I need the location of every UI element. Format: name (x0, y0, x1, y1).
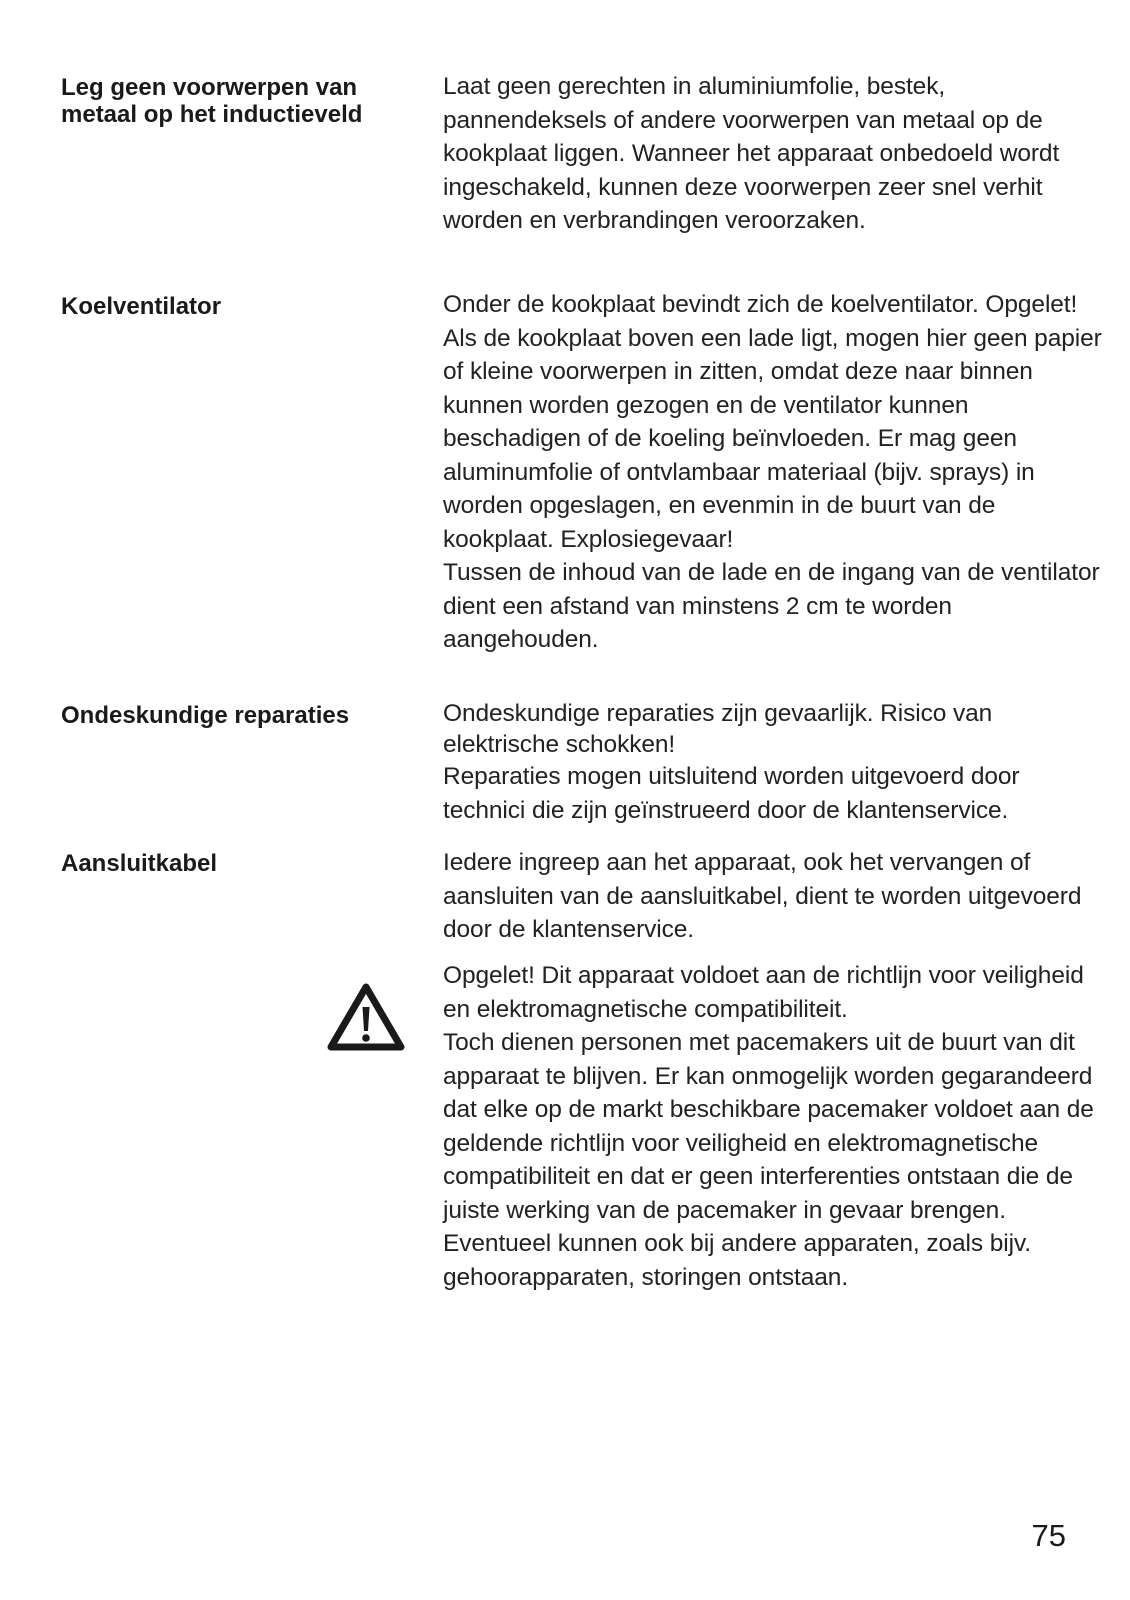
heading-cooling-fan: Koelventilator (61, 293, 222, 320)
heading-metal-objects: Leg geen voorwerpen van metaal op het inductieveld (61, 74, 363, 128)
paragraph: Iedere ingreep aan het apparaat, ook het vervangen of aansluiten van de aansluitkabel, dient te worden uitgevoerd door de klantenservice. (443, 849, 1082, 943)
heading-improper-repairs: Ondeskundige reparaties (61, 702, 350, 729)
warning-triangle-icon (327, 983, 405, 1051)
heading-connection-cable: Aansluitkabel (61, 850, 218, 877)
body-metal-objects (443, 70, 1103, 238)
body-improper-repairs (443, 698, 1103, 827)
body-cooling-fan (443, 288, 1103, 657)
body-connection-cable (443, 846, 1103, 947)
paragraph: Eventueel kunnen ook bij andere apparaten, zoals bijv. gehoorapparaten, storingen ontstaan. (443, 1230, 1031, 1291)
paragraph: Ondeskundige reparaties zijn gevaarlijk. Risico van elektrische schokken! (443, 700, 993, 758)
body-pacemaker-warning (443, 959, 1103, 1294)
paragraph: Opgelet! Dit apparaat voldoet aan de richtlijn voor veiligheid en elektromagnetische compatibiliteit. (443, 962, 1084, 1023)
paragraph: Reparaties mogen uitsluitend worden uitgevoerd door technici die zijn geïnstrueerd door de klantenservice. (443, 763, 1020, 824)
page-number: 75 (1031, 1518, 1066, 1553)
paragraph: Laat geen gerechten in aluminiumfolie, bestek, pannendeksels of andere voorwerpen van metaal op de kookplaat liggen. Wanneer het apparaat onbedoeld wordt ingeschakeld, kunnen deze voorwerpen zeer snel verhit worden en verbrandingen veroorzaken. (443, 73, 1060, 234)
paragraph: Toch dienen personen met pacemakers uit de buurt van dit apparaat te blijven. Er kan onmogelijk worden gegarandeerd dat elke op de markt beschikbare pacemaker voldoet aan de geldende richtlijn voor veiligheid en elektromagnetische compatibiliteit en dat er geen interferenties ontstaan die de juiste werking van de pacemaker in gevaar brengen. (443, 1029, 1094, 1224)
paragraph: Onder de kookplaat bevindt zich de koelventilator. Opgelet! Als de kookplaat boven een lade ligt, mogen hier geen papier of kleine voorwerpen in zitten, omdat deze naar binnen kunnen worden gezogen en de ventilator kunnen beschadigen of de koeling beïnvloeden. Er mag geen aluminumfolie of ontvlambaar materiaal (bijv. sprays) in worden opgeslagen, en evenmin in de buurt van de kookplaat. Explosiegevaar! (443, 291, 1102, 553)
paragraph: Tussen de inhoud van de lade en de ingang van de ventilator dient een afstand van minstens 2 cm te worden aangehouden. (443, 559, 1100, 653)
